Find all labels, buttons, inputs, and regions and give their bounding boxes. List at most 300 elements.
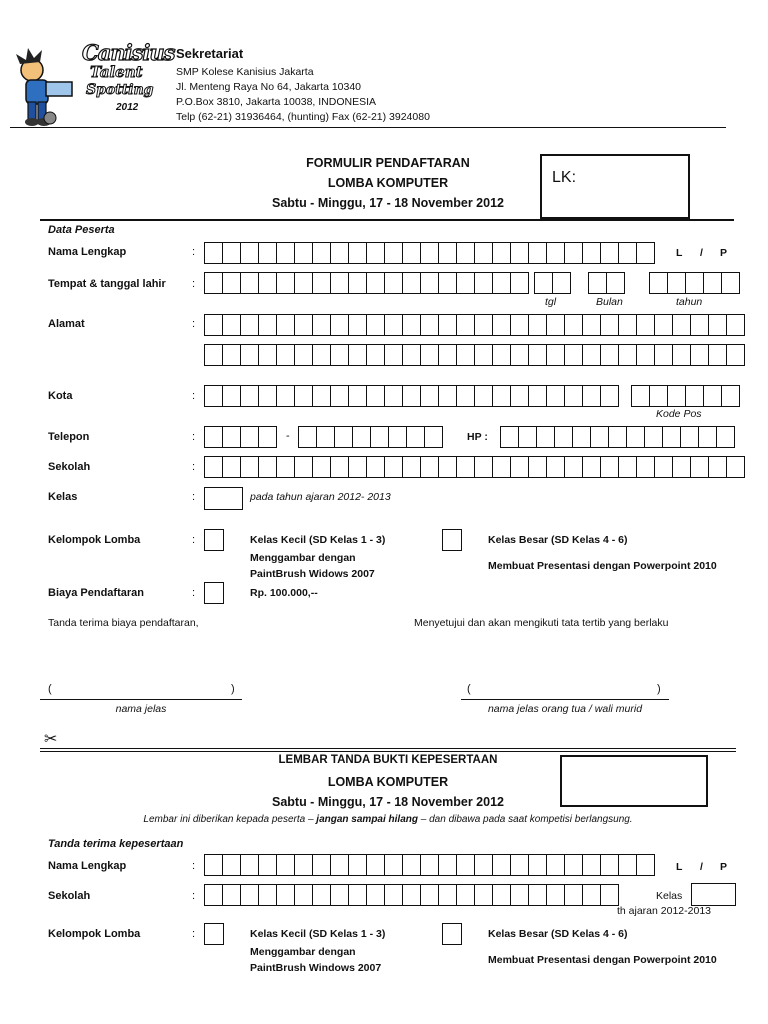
letter-box[interactable] <box>492 385 511 407</box>
letter-box[interactable] <box>222 344 241 366</box>
letter-box[interactable] <box>492 854 511 876</box>
label-nama: Nama Lengkap <box>48 246 127 258</box>
letter-box[interactable] <box>654 314 673 336</box>
letter-box[interactable] <box>384 242 403 264</box>
letter-box[interactable] <box>312 272 331 294</box>
bulan-boxes[interactable] <box>588 272 624 294</box>
letter-box[interactable] <box>618 314 637 336</box>
letter-box[interactable] <box>572 426 591 448</box>
letter-box[interactable] <box>456 272 475 294</box>
letter-box[interactable] <box>294 385 313 407</box>
colon: : <box>192 246 196 258</box>
letter-box[interactable] <box>366 272 385 294</box>
letter-box[interactable] <box>366 385 385 407</box>
letter-box[interactable] <box>456 884 475 906</box>
slip-kelas-kecil-checkbox[interactable] <box>204 923 224 945</box>
letter-box[interactable] <box>510 272 529 294</box>
letter-box[interactable] <box>222 426 241 448</box>
letter-box[interactable] <box>222 272 241 294</box>
letter-box[interactable] <box>636 854 655 876</box>
letter-box[interactable] <box>312 385 331 407</box>
letter-box[interactable] <box>636 456 655 478</box>
letter-box[interactable] <box>276 314 295 336</box>
slip-label-nama: Nama Lengkap <box>48 860 127 872</box>
letter-box[interactable] <box>690 456 709 478</box>
slip-subtitle: LOMBA KOMPUTER <box>327 775 449 789</box>
letter-box[interactable] <box>420 884 439 906</box>
letter-box[interactable] <box>204 272 223 294</box>
letter-box[interactable] <box>618 456 637 478</box>
letter-box[interactable] <box>564 344 583 366</box>
letter-box[interactable] <box>474 854 493 876</box>
letter-box[interactable] <box>348 385 367 407</box>
letter-box[interactable] <box>492 344 511 366</box>
letter-box[interactable] <box>618 344 637 366</box>
letter-box[interactable] <box>456 456 475 478</box>
letter-box[interactable] <box>420 344 439 366</box>
letter-box[interactable] <box>698 426 717 448</box>
letter-box[interactable] <box>402 272 421 294</box>
letter-box[interactable] <box>438 344 457 366</box>
letter-box[interactable] <box>388 426 407 448</box>
letter-box[interactable] <box>276 854 295 876</box>
letter-box[interactable] <box>588 272 607 294</box>
letter-box[interactable] <box>334 426 353 448</box>
telepon-number-boxes[interactable] <box>298 426 442 448</box>
letter-box[interactable] <box>456 344 475 366</box>
letter-box[interactable] <box>510 344 529 366</box>
letter-box[interactable] <box>276 272 295 294</box>
letter-box[interactable] <box>402 854 421 876</box>
letter-box[interactable] <box>608 426 627 448</box>
slip-gender-l[interactable]: L <box>676 861 683 873</box>
letter-box[interactable] <box>294 344 313 366</box>
letter-box[interactable] <box>546 344 565 366</box>
letter-box[interactable] <box>703 272 722 294</box>
biaya-checkbox[interactable] <box>204 582 224 604</box>
letter-box[interactable] <box>294 314 313 336</box>
letter-box[interactable] <box>564 854 583 876</box>
kode-pos-boxes[interactable] <box>631 385 739 407</box>
letter-box[interactable] <box>312 884 331 906</box>
letter-box[interactable] <box>438 314 457 336</box>
letter-box[interactable] <box>204 426 223 448</box>
letter-box[interactable] <box>294 242 313 264</box>
letter-box[interactable] <box>564 385 583 407</box>
letter-box[interactable] <box>492 314 511 336</box>
letter-box[interactable] <box>438 242 457 264</box>
letter-box[interactable] <box>348 456 367 478</box>
letter-box[interactable] <box>554 426 573 448</box>
letter-box[interactable] <box>600 456 619 478</box>
letter-box[interactable] <box>402 884 421 906</box>
letter-box[interactable] <box>384 456 403 478</box>
letter-box[interactable] <box>312 242 331 264</box>
letter-box[interactable] <box>402 242 421 264</box>
letter-box[interactable] <box>590 426 609 448</box>
letter-box[interactable] <box>240 344 259 366</box>
letter-box[interactable] <box>456 314 475 336</box>
letter-box[interactable] <box>600 242 619 264</box>
letter-box[interactable] <box>518 426 537 448</box>
letter-box[interactable] <box>204 242 223 264</box>
label-alamat: Alamat <box>48 318 85 330</box>
letter-box[interactable] <box>474 242 493 264</box>
hp-boxes[interactable] <box>500 426 734 448</box>
letter-box[interactable] <box>654 456 673 478</box>
letter-box[interactable] <box>438 456 457 478</box>
sign-open-right: ( <box>467 683 471 695</box>
letter-box[interactable] <box>528 344 547 366</box>
letter-box[interactable] <box>474 314 493 336</box>
letter-box[interactable] <box>456 385 475 407</box>
sekolah-boxes[interactable] <box>204 456 744 478</box>
letter-box[interactable] <box>366 854 385 876</box>
letter-box[interactable] <box>384 884 403 906</box>
letter-box[interactable] <box>240 854 259 876</box>
letter-box[interactable] <box>636 242 655 264</box>
letter-box[interactable] <box>582 854 601 876</box>
letter-box[interactable] <box>424 426 443 448</box>
letter-box[interactable] <box>258 854 277 876</box>
letter-box[interactable] <box>240 314 259 336</box>
letter-box[interactable] <box>492 242 511 264</box>
letter-box[interactable] <box>564 314 583 336</box>
hint-kode-pos: Kode Pos <box>656 408 702 420</box>
letter-box[interactable] <box>510 385 529 407</box>
letter-box[interactable] <box>600 884 619 906</box>
letter-box[interactable] <box>726 456 745 478</box>
letter-box[interactable] <box>330 242 349 264</box>
gender-l[interactable]: L <box>676 247 683 259</box>
letter-box[interactable] <box>716 426 735 448</box>
logo-year: 2012 <box>116 102 139 113</box>
slip-kelas-besar-checkbox[interactable] <box>442 923 462 945</box>
letter-box[interactable] <box>330 854 349 876</box>
letter-box[interactable] <box>510 242 529 264</box>
letter-box[interactable] <box>420 385 439 407</box>
letter-box[interactable] <box>680 426 699 448</box>
kota-boxes[interactable] <box>204 385 618 407</box>
logo-word-canisius: Canisius <box>82 40 175 65</box>
slip-kelas-label: Kelas <box>656 890 683 902</box>
tahun-boxes[interactable] <box>649 272 739 294</box>
telepon-dash: - <box>286 430 290 442</box>
kelas-besar-checkbox[interactable] <box>442 529 462 551</box>
letter-box[interactable] <box>298 426 317 448</box>
signature-line-right[interactable] <box>461 699 669 700</box>
letter-box[interactable] <box>348 884 367 906</box>
letter-box[interactable] <box>276 884 295 906</box>
letter-box[interactable] <box>636 314 655 336</box>
letter-box[interactable] <box>492 884 511 906</box>
letter-box[interactable] <box>384 385 403 407</box>
letter-box[interactable] <box>420 314 439 336</box>
letter-box[interactable] <box>330 456 349 478</box>
letter-box[interactable] <box>258 344 277 366</box>
letter-box[interactable] <box>406 426 425 448</box>
slip-gender-slash: / <box>700 861 703 873</box>
letter-box[interactable] <box>294 854 313 876</box>
slip-note-c: – dan dibawa pada saat kompetisi berlangsung. <box>418 814 633 825</box>
letter-box[interactable] <box>474 456 493 478</box>
letter-box[interactable] <box>631 385 650 407</box>
letter-box[interactable] <box>582 385 601 407</box>
letter-box[interactable] <box>312 854 331 876</box>
letter-box[interactable] <box>420 242 439 264</box>
letter-box[interactable] <box>204 854 223 876</box>
letter-box[interactable] <box>402 385 421 407</box>
letter-box[interactable] <box>662 426 681 448</box>
letter-box[interactable] <box>348 314 367 336</box>
letter-box[interactable] <box>474 884 493 906</box>
letter-box[interactable] <box>721 385 740 407</box>
letter-box[interactable] <box>330 884 349 906</box>
letter-box[interactable] <box>492 456 511 478</box>
letter-box[interactable] <box>204 344 223 366</box>
letter-box[interactable] <box>420 456 439 478</box>
letter-box[interactable] <box>600 854 619 876</box>
letter-box[interactable] <box>528 456 547 478</box>
gender-p[interactable]: P <box>720 247 728 259</box>
form-title: FORMULIR PENDAFTARAN <box>306 156 470 170</box>
alamat-boxes-line2[interactable] <box>204 344 744 366</box>
letter-box[interactable] <box>600 314 619 336</box>
letter-box[interactable] <box>240 272 259 294</box>
letter-box[interactable] <box>258 272 277 294</box>
letter-box[interactable] <box>366 456 385 478</box>
letter-box[interactable] <box>690 314 709 336</box>
letter-box[interactable] <box>564 456 583 478</box>
letter-box[interactable] <box>492 272 511 294</box>
letter-box[interactable] <box>685 272 704 294</box>
lk-box[interactable] <box>540 154 690 219</box>
letter-box[interactable] <box>384 314 403 336</box>
letter-box[interactable] <box>510 314 529 336</box>
letter-box[interactable] <box>474 344 493 366</box>
tanggal-boxes[interactable] <box>534 272 570 294</box>
slip-th-ajaran: th ajaran 2012-2013 <box>617 905 711 917</box>
letter-box[interactable] <box>600 385 619 407</box>
letter-box[interactable] <box>222 314 241 336</box>
letter-box[interactable] <box>510 854 529 876</box>
letter-box[interactable] <box>276 456 295 478</box>
letter-box[interactable] <box>258 242 277 264</box>
letter-box[interactable] <box>330 344 349 366</box>
letter-box[interactable] <box>294 884 313 906</box>
letter-box[interactable] <box>534 272 553 294</box>
letter-box[interactable] <box>456 242 475 264</box>
letter-box[interactable] <box>528 854 547 876</box>
cut-line-bottom <box>40 751 736 752</box>
org-title: Sekretariat <box>176 46 244 61</box>
letter-box[interactable] <box>258 884 277 906</box>
nama-jelas-caption: nama jelas <box>115 703 167 715</box>
letter-box[interactable] <box>667 272 686 294</box>
slip-note <box>60 814 716 825</box>
letter-box[interactable] <box>510 456 529 478</box>
letter-box[interactable] <box>721 272 740 294</box>
slip-gender-p[interactable]: P <box>720 861 728 873</box>
letter-box[interactable] <box>600 344 619 366</box>
letter-box[interactable] <box>204 385 223 407</box>
letter-box[interactable] <box>536 426 555 448</box>
tempat-lahir-boxes[interactable] <box>204 272 528 294</box>
telepon-area-boxes[interactable] <box>204 426 276 448</box>
letter-box[interactable] <box>348 272 367 294</box>
letter-box[interactable] <box>582 242 601 264</box>
nama-lengkap-boxes[interactable] <box>204 242 654 264</box>
letter-box[interactable] <box>438 854 457 876</box>
letter-box[interactable] <box>384 344 403 366</box>
letter-box[interactable] <box>384 854 403 876</box>
kelas-box[interactable] <box>204 487 243 510</box>
letter-box[interactable] <box>204 456 223 478</box>
letter-box[interactable] <box>672 344 691 366</box>
letter-box[interactable] <box>703 385 722 407</box>
letter-box[interactable] <box>546 242 565 264</box>
letter-box[interactable] <box>528 242 547 264</box>
slip-sekolah-boxes[interactable] <box>204 884 618 906</box>
colon: : <box>192 491 196 503</box>
letter-box[interactable] <box>294 456 313 478</box>
letter-box[interactable] <box>370 426 389 448</box>
letter-box[interactable] <box>258 314 277 336</box>
slip-kelas-kecil-label: Kelas Kecil (SD Kelas 1 - 3) <box>250 928 386 940</box>
letter-box[interactable] <box>240 426 259 448</box>
letter-box[interactable] <box>667 385 686 407</box>
logo-word-spotting: Spotting <box>86 82 154 98</box>
letter-box[interactable] <box>258 456 277 478</box>
kelas-kecil-checkbox[interactable] <box>204 529 224 551</box>
alamat-boxes-line1[interactable] <box>204 314 744 336</box>
letter-box[interactable] <box>312 344 331 366</box>
letter-box[interactable] <box>366 242 385 264</box>
letter-box[interactable] <box>546 884 565 906</box>
letter-box[interactable] <box>510 884 529 906</box>
letter-box[interactable] <box>649 272 668 294</box>
letter-box[interactable] <box>546 456 565 478</box>
letter-box[interactable] <box>582 344 601 366</box>
letter-box[interactable] <box>384 272 403 294</box>
letter-box[interactable] <box>546 385 565 407</box>
letter-box[interactable] <box>618 854 637 876</box>
letter-box[interactable] <box>438 884 457 906</box>
letter-box[interactable] <box>330 272 349 294</box>
letter-box[interactable] <box>276 242 295 264</box>
letter-box[interactable] <box>708 314 727 336</box>
letter-box[interactable] <box>474 272 493 294</box>
letter-box[interactable] <box>348 344 367 366</box>
letter-box[interactable] <box>456 854 475 876</box>
slip-note-b: jangan sampai hilang <box>316 814 418 825</box>
letter-box[interactable] <box>348 854 367 876</box>
letter-box[interactable] <box>500 426 519 448</box>
letter-box[interactable] <box>528 385 547 407</box>
letter-box[interactable] <box>564 242 583 264</box>
letter-box[interactable] <box>204 884 223 906</box>
letter-box[interactable] <box>348 242 367 264</box>
letter-box[interactable] <box>316 426 335 448</box>
letter-box[interactable] <box>626 426 645 448</box>
letter-box[interactable] <box>312 456 331 478</box>
letter-box[interactable] <box>330 314 349 336</box>
letter-box[interactable] <box>258 385 277 407</box>
letter-box[interactable] <box>330 385 349 407</box>
letter-box[interactable] <box>366 884 385 906</box>
letter-box[interactable] <box>644 426 663 448</box>
letter-box[interactable] <box>606 272 625 294</box>
letter-box[interactable] <box>366 344 385 366</box>
slip-nama-boxes[interactable] <box>204 854 654 876</box>
letter-box[interactable] <box>294 272 313 294</box>
letter-box[interactable] <box>726 344 745 366</box>
letter-box[interactable] <box>402 456 421 478</box>
slip-kelas-box[interactable] <box>691 883 736 906</box>
letter-box[interactable] <box>222 884 241 906</box>
letter-box[interactable] <box>564 884 583 906</box>
letter-box[interactable] <box>222 385 241 407</box>
letter-box[interactable] <box>222 854 241 876</box>
letter-box[interactable] <box>649 385 668 407</box>
letter-box[interactable] <box>420 272 439 294</box>
slip-id-box[interactable] <box>560 755 708 807</box>
letter-box[interactable] <box>240 385 259 407</box>
signature-line-left[interactable] <box>40 699 242 700</box>
letter-box[interactable] <box>366 314 385 336</box>
letter-box[interactable] <box>276 385 295 407</box>
letter-box[interactable] <box>402 314 421 336</box>
letter-box[interactable] <box>546 314 565 336</box>
letter-box[interactable] <box>276 344 295 366</box>
letter-box[interactable] <box>528 884 547 906</box>
letter-box[interactable] <box>240 242 259 264</box>
letter-box[interactable] <box>552 272 571 294</box>
letter-box[interactable] <box>708 456 727 478</box>
letter-box[interactable] <box>420 854 439 876</box>
letter-box[interactable] <box>240 456 259 478</box>
letter-box[interactable] <box>726 314 745 336</box>
letter-box[interactable] <box>352 426 371 448</box>
letter-box[interactable] <box>258 426 277 448</box>
letter-box[interactable] <box>474 385 493 407</box>
letter-box[interactable] <box>528 314 547 336</box>
letter-box[interactable] <box>438 272 457 294</box>
letter-box[interactable] <box>618 242 637 264</box>
letter-box[interactable] <box>402 344 421 366</box>
letter-box[interactable] <box>708 344 727 366</box>
letter-box[interactable] <box>582 314 601 336</box>
letter-box[interactable] <box>690 344 709 366</box>
letter-box[interactable] <box>312 314 331 336</box>
letter-box[interactable] <box>672 314 691 336</box>
letter-box[interactable] <box>438 385 457 407</box>
letter-box[interactable] <box>582 456 601 478</box>
letter-box[interactable] <box>636 344 655 366</box>
logo <box>10 38 175 130</box>
letter-box[interactable] <box>582 884 601 906</box>
kelas-besar-label: Kelas Besar (SD Kelas 4 - 6) <box>488 534 628 546</box>
letter-box[interactable] <box>685 385 704 407</box>
letter-box[interactable] <box>240 884 259 906</box>
letter-box[interactable] <box>672 456 691 478</box>
letter-box[interactable] <box>222 456 241 478</box>
letter-box[interactable] <box>222 242 241 264</box>
letter-box[interactable] <box>546 854 565 876</box>
letter-box[interactable] <box>654 344 673 366</box>
letter-box[interactable] <box>204 314 223 336</box>
colon: : <box>192 431 196 443</box>
